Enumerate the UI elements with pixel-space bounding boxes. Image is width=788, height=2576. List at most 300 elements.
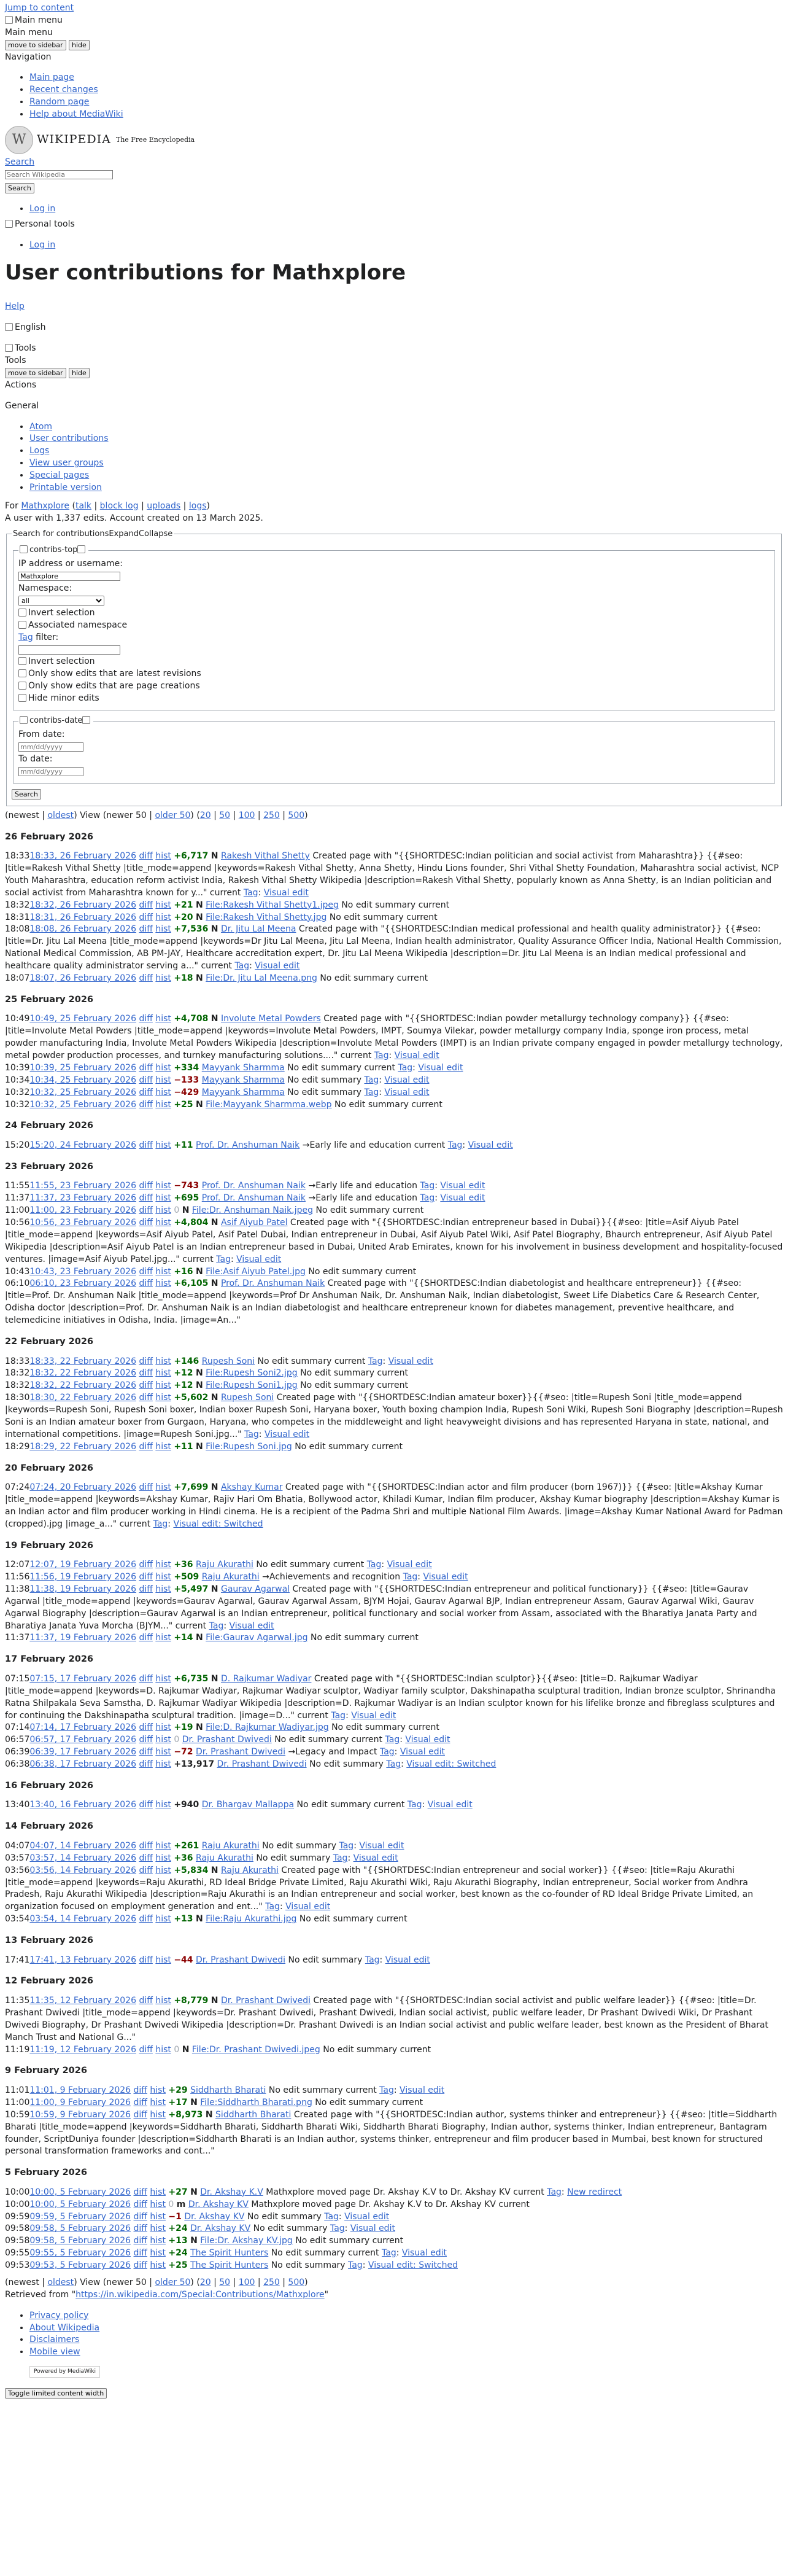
entry-timestamp-link[interactable]: 09:55, 5 February 2026: [29, 2248, 131, 2259]
entry-tag-link[interactable]: Visual edit: [427, 1800, 473, 1810]
entry-timestamp-link[interactable]: 18:30, 22 February 2026: [29, 1393, 136, 1403]
entry-timestamp-link[interactable]: 09:59, 5 February 2026: [29, 2211, 131, 2222]
entry-page-link[interactable]: File:Gaurav Agarwal.jpg: [206, 1633, 308, 1643]
entry-hist-link[interactable]: hist: [155, 1673, 171, 1684]
entry-tag-link[interactable]: Visual edit: [359, 1840, 404, 1851]
personal-tools-checkbox[interactable]: [5, 220, 13, 228]
tools-hide-button[interactable]: hide: [69, 368, 90, 378]
entry-tag-link[interactable]: Visual edit: [229, 1621, 274, 1631]
entry-hist-link[interactable]: hist: [150, 2199, 166, 2209]
entry-diff-link[interactable]: diff: [139, 1368, 153, 1379]
entry-tag-label-link[interactable]: Tag: [216, 1254, 231, 1264]
search-button[interactable]: Search: [5, 183, 34, 193]
entry-timestamp-link[interactable]: 13:40, 16 February 2026: [29, 1800, 136, 1810]
entry-tag-label-link[interactable]: Tag: [385, 1735, 400, 1745]
entry-diff-link[interactable]: diff: [139, 1673, 153, 1684]
entry-diff-link[interactable]: diff: [139, 912, 153, 922]
entry-page-link[interactable]: Prof. Dr. Anshuman Naik: [201, 1181, 306, 1191]
login-link[interactable]: Log in: [29, 203, 56, 214]
entry-tag-label-link[interactable]: Tag: [398, 1062, 413, 1073]
retrieved-url-link[interactable]: https://in.wikipedia.com/Special:Contributions/Mathxplore: [75, 2289, 325, 2300]
entry-page-link[interactable]: Siddharth Bharati: [215, 2109, 292, 2120]
entry-hist-link[interactable]: hist: [155, 1193, 171, 1204]
entry-timestamp-link[interactable]: 03:56, 14 February 2026: [29, 1865, 136, 1875]
entry-page-link[interactable]: Involute Metal Powders: [220, 1014, 321, 1024]
entry-page-link[interactable]: File:Asif Aiyub Patel.jpg: [206, 1266, 306, 1277]
entry-tag-label-link[interactable]: Tag: [234, 961, 250, 971]
entry-tag-link[interactable]: Visual edit: Switched: [173, 1519, 263, 1529]
entry-timestamp-link[interactable]: 10:32, 25 February 2026: [29, 1087, 136, 1097]
entry-page-link[interactable]: Raju Akurathi: [220, 1865, 279, 1875]
entry-diff-link[interactable]: diff: [133, 2236, 147, 2246]
entry-tag-link[interactable]: Visual edit: [405, 1735, 450, 1745]
entry-tag-link[interactable]: Visual edit: [440, 1193, 485, 1204]
entry-tag-link[interactable]: Visual edit: [423, 1572, 468, 1582]
pager-count-20-bottom[interactable]: 20: [199, 2277, 211, 2287]
entry-page-link[interactable]: File:Dr. Jitu Lal Meena.png: [206, 973, 317, 983]
entry-timestamp-link[interactable]: 07:15, 17 February 2026: [29, 1673, 136, 1684]
form-legend[interactable]: Search for contributionsExpandCollapse: [13, 529, 173, 539]
entry-diff-link[interactable]: diff: [139, 1266, 153, 1277]
entry-tag-link[interactable]: Visual edit: Switched: [406, 1759, 496, 1769]
entry-timestamp-link[interactable]: 18:32, 22 February 2026: [29, 1380, 136, 1391]
entry-hist-link[interactable]: hist: [155, 1584, 171, 1594]
entry-diff-link[interactable]: diff: [139, 1075, 153, 1085]
entry-tag-label-link[interactable]: Tag: [265, 1902, 280, 1912]
entry-page-link[interactable]: Dr. Prashant Dwivedi: [196, 1747, 286, 1757]
entry-hist-link[interactable]: hist: [155, 1393, 171, 1403]
entry-page-link[interactable]: Rupesh Soni: [220, 1393, 274, 1403]
entry-hist-link[interactable]: hist: [155, 1996, 171, 2006]
entry-timestamp-link[interactable]: 18:32, 26 February 2026: [29, 900, 136, 910]
entry-hist-link[interactable]: hist: [155, 851, 171, 862]
entry-timestamp-link[interactable]: 18:07, 26 February 2026: [29, 973, 136, 983]
entry-tag-link[interactable]: Visual edit: [418, 1062, 463, 1073]
entry-page-link[interactable]: Mayyank Sharmma: [201, 1075, 285, 1085]
entry-page-link[interactable]: File:Rakesh Vithal Shetty.jpg: [206, 912, 327, 922]
entry-timestamp-link[interactable]: 03:54, 14 February 2026: [29, 1914, 136, 1924]
entry-page-link[interactable]: Prof. Dr. Anshuman Naik: [196, 1140, 300, 1150]
entry-hist-link[interactable]: hist: [155, 1759, 171, 1769]
entry-page-link[interactable]: File:D. Rajkumar Wadiyar.jpg: [206, 1722, 329, 1733]
pager-count-50[interactable]: 50: [219, 810, 231, 820]
associated-namespace-checkbox[interactable]: [18, 621, 26, 629]
entry-hist-link[interactable]: hist: [155, 1181, 171, 1191]
entry-hist-link[interactable]: hist: [155, 1140, 171, 1150]
entry-page-link[interactable]: File:Mayyank Sharmma.webp: [206, 1099, 332, 1110]
entry-timestamp-link[interactable]: 11:37, 19 February 2026: [29, 1633, 136, 1643]
pager-older-link-bottom[interactable]: older 50: [155, 2277, 191, 2287]
entry-tag-link[interactable]: Visual edit: [400, 2085, 445, 2096]
help-link[interactable]: Help: [5, 302, 25, 312]
pager-count-250[interactable]: 250: [263, 810, 280, 820]
entry-hist-link[interactable]: hist: [150, 2224, 166, 2234]
entry-timestamp-link[interactable]: 18:33, 26 February 2026: [29, 851, 136, 862]
entry-tag-label-link[interactable]: Tag: [324, 2211, 339, 2222]
entry-page-link[interactable]: Rakesh Vithal Shetty: [220, 851, 310, 862]
nav-main-page[interactable]: Main page: [29, 72, 74, 83]
entry-tag-link[interactable]: Visual edit: [387, 1560, 432, 1570]
entry-diff-link[interactable]: diff: [133, 2224, 147, 2234]
toggle-content-width-button[interactable]: Toggle limited content width: [5, 2388, 107, 2399]
entry-timestamp-link[interactable]: 07:14, 17 February 2026: [29, 1722, 136, 1733]
entry-hist-link[interactable]: hist: [155, 900, 171, 910]
entry-diff-link[interactable]: diff: [139, 900, 153, 910]
entry-page-link[interactable]: Prof. Dr. Anshuman Naik: [201, 1193, 306, 1204]
entry-diff-link[interactable]: diff: [139, 1955, 153, 1965]
entry-timestamp-link[interactable]: 06:39, 17 February 2026: [29, 1747, 136, 1757]
entry-page-link[interactable]: Raju Akurathi: [201, 1840, 260, 1851]
footer-about-link[interactable]: About Wikipedia: [29, 2322, 100, 2333]
entry-tag-label-link[interactable]: Tag: [386, 1759, 401, 1769]
entry-diff-link[interactable]: diff: [133, 2085, 147, 2096]
entry-page-link[interactable]: File:Rakesh Vithal Shetty1.jpeg: [206, 900, 339, 910]
entry-tag-label-link[interactable]: Tag: [365, 1955, 380, 1965]
pager-count-50-bottom[interactable]: 50: [219, 2277, 231, 2287]
from-date-input[interactable]: [18, 742, 83, 752]
tool-atom[interactable]: Atom: [29, 421, 53, 432]
entry-page-link[interactable]: Dr. Bhargav Mallappa: [201, 1800, 295, 1810]
entry-page-link[interactable]: The Spirit Hunters: [190, 2260, 269, 2271]
entry-page-link[interactable]: Dr. Akshay K.V: [200, 2187, 263, 2197]
entry-hist-link[interactable]: hist: [155, 1380, 171, 1391]
entry-tag-link[interactable]: Visual edit: [350, 2224, 395, 2234]
entry-page-link[interactable]: Asif Aiyub Patel: [220, 1218, 288, 1228]
entry-diff-link[interactable]: diff: [139, 1735, 153, 1745]
entry-timestamp-link[interactable]: 03:57, 14 February 2026: [29, 1853, 136, 1863]
entry-timestamp-link[interactable]: 11:19, 12 February 2026: [29, 2044, 136, 2055]
entry-diff-link[interactable]: diff: [139, 1087, 153, 1097]
entry-diff-link[interactable]: diff: [139, 851, 153, 862]
pager-count-500-bottom[interactable]: 500: [288, 2277, 305, 2287]
entry-hist-link[interactable]: hist: [150, 2097, 166, 2107]
username-input[interactable]: [18, 572, 120, 581]
entry-hist-link[interactable]: hist: [155, 1482, 171, 1493]
entry-hist-link[interactable]: hist: [155, 1633, 171, 1643]
form-search-button[interactable]: Search: [12, 789, 41, 800]
tool-view-user-groups[interactable]: View user groups: [29, 458, 104, 469]
tools-move-to-sidebar-button[interactable]: move to sidebar: [5, 368, 66, 378]
entry-diff-link[interactable]: diff: [139, 1205, 153, 1216]
entry-tag-label-link[interactable]: Tag: [243, 887, 258, 898]
entry-timestamp-link[interactable]: 10:00, 5 February 2026: [29, 2199, 131, 2209]
entry-hist-link[interactable]: hist: [155, 1441, 171, 1452]
entry-hist-link[interactable]: hist: [150, 2085, 166, 2096]
entry-tag-link[interactable]: Visual edit: [264, 1429, 310, 1439]
entry-timestamp-link[interactable]: 11:35, 12 February 2026: [29, 1996, 136, 2006]
entry-page-link[interactable]: Mayyank Sharmma: [201, 1087, 285, 1097]
entry-tag-label-link[interactable]: Tag: [153, 1519, 168, 1529]
entry-page-link[interactable]: Raju Akurathi: [196, 1560, 253, 1570]
entry-page-link[interactable]: Rupesh Soni: [201, 1356, 255, 1366]
entry-tag-link[interactable]: Visual edit: [351, 1710, 396, 1721]
entry-timestamp-link[interactable]: 09:58, 5 February 2026: [29, 2236, 131, 2246]
entry-hist-link[interactable]: hist: [155, 1266, 171, 1277]
entry-diff-link[interactable]: diff: [133, 2109, 147, 2120]
entry-timestamp-link[interactable]: 10:34, 25 February 2026: [29, 1075, 136, 1085]
entry-hist-link[interactable]: hist: [155, 973, 171, 983]
nav-help[interactable]: Help about MediaWiki: [29, 109, 123, 119]
entry-tag-link[interactable]: Visual edit: [394, 1051, 439, 1061]
entry-tag-label-link[interactable]: Tag: [348, 2260, 363, 2271]
entry-page-link[interactable]: Prof. Dr. Anshuman Naik: [220, 1278, 325, 1289]
entry-hist-link[interactable]: hist: [155, 1075, 171, 1085]
entry-diff-link[interactable]: diff: [139, 1181, 153, 1191]
entry-timestamp-link[interactable]: 18:08, 26 February 2026: [29, 924, 136, 935]
entry-diff-link[interactable]: diff: [139, 1840, 153, 1851]
entry-hist-link[interactable]: hist: [155, 1218, 171, 1228]
entry-hist-link[interactable]: hist: [155, 1278, 171, 1289]
entry-timestamp-link[interactable]: 04:07, 14 February 2026: [29, 1840, 136, 1851]
entry-page-link[interactable]: File:Dr. Akshay KV.jpg: [200, 2236, 293, 2246]
entry-page-link[interactable]: Dr. Jitu Lal Meena: [220, 924, 296, 935]
entry-tag-label-link[interactable]: Tag: [209, 1621, 224, 1631]
powered-by-mediawiki-badge[interactable]: Powered by MediaWiki: [29, 2366, 100, 2378]
entry-hist-link[interactable]: hist: [155, 1735, 171, 1745]
entry-hist-link[interactable]: hist: [155, 1099, 171, 1110]
entry-hist-link[interactable]: hist: [155, 1014, 171, 1024]
tag-invert-checkbox[interactable]: [18, 657, 26, 665]
entry-diff-link[interactable]: diff: [139, 1218, 153, 1228]
entry-diff-link[interactable]: diff: [133, 2097, 147, 2107]
entry-diff-link[interactable]: diff: [139, 1853, 153, 1863]
entry-hist-link[interactable]: hist: [155, 1087, 171, 1097]
contribs-date-checkbox-end[interactable]: [82, 716, 90, 724]
entry-tag-link[interactable]: Visual edit: [440, 1181, 485, 1191]
entry-timestamp-link[interactable]: 11:00, 9 February 2026: [29, 2097, 131, 2107]
wikipedia-logo[interactable]: [5, 126, 783, 154]
entry-diff-link[interactable]: diff: [133, 2248, 147, 2259]
entry-diff-link[interactable]: diff: [139, 924, 153, 935]
pager-oldest-link-bottom[interactable]: oldest: [47, 2277, 74, 2287]
entry-timestamp-link[interactable]: 18:32, 22 February 2026: [29, 1368, 136, 1379]
login-link-personal[interactable]: Log in: [29, 240, 56, 251]
entry-tag-label-link[interactable]: Tag: [379, 1747, 395, 1757]
entry-tag-link[interactable]: Visual edit: [388, 1356, 433, 1366]
search-input[interactable]: [5, 170, 113, 179]
entry-diff-link[interactable]: diff: [139, 1278, 153, 1289]
entry-timestamp-link[interactable]: 10:43, 23 February 2026: [29, 1266, 136, 1277]
entry-tag-label-link[interactable]: Tag: [364, 1075, 379, 1085]
entry-timestamp-link[interactable]: 06:10, 23 February 2026: [29, 1278, 136, 1289]
entry-hist-link[interactable]: hist: [150, 2236, 166, 2246]
entry-hist-link[interactable]: hist: [155, 1572, 171, 1582]
tools-checkbox[interactable]: [5, 344, 13, 352]
pager-count-500[interactable]: 500: [288, 810, 305, 820]
tool-printable-version[interactable]: Printable version: [29, 482, 102, 492]
entry-page-link[interactable]: File:Rupesh Soni2.jpg: [206, 1368, 298, 1379]
entry-diff-link[interactable]: diff: [139, 1441, 153, 1452]
entry-hist-link[interactable]: hist: [155, 1865, 171, 1875]
entry-tag-label-link[interactable]: Tag: [368, 1356, 383, 1366]
pager-count-100-bottom[interactable]: 100: [238, 2277, 255, 2287]
entry-hist-link[interactable]: hist: [150, 2187, 166, 2197]
entry-page-link[interactable]: D. Rajkumar Wadiyar: [220, 1673, 312, 1684]
entry-timestamp-link[interactable]: 06:38, 17 February 2026: [29, 1759, 136, 1769]
entry-tag-link[interactable]: Visual edit: [285, 1902, 331, 1912]
entry-diff-link[interactable]: diff: [133, 2211, 147, 2222]
entry-tag-link[interactable]: Visual edit: [344, 2211, 390, 2222]
entry-page-link[interactable]: Dr. Akshay KV: [188, 2199, 249, 2209]
entry-hist-link[interactable]: hist: [150, 2211, 166, 2222]
footer-disclaimers-link[interactable]: Disclaimers: [29, 2335, 80, 2345]
entry-tag-link[interactable]: Visual edit: [384, 1075, 430, 1085]
entry-timestamp-link[interactable]: 09:53, 5 February 2026: [29, 2260, 131, 2271]
entry-tag-label-link[interactable]: Tag: [330, 2224, 345, 2234]
entry-timestamp-link[interactable]: 10:49, 25 February 2026: [29, 1014, 136, 1024]
user-logs-link[interactable]: logs: [188, 500, 207, 511]
entry-page-link[interactable]: Siddharth Bharati: [190, 2085, 266, 2096]
entry-timestamp-link[interactable]: 10:56, 23 February 2026: [29, 1218, 136, 1228]
entry-page-link[interactable]: The Spirit Hunters: [190, 2248, 269, 2259]
tag-filter-input[interactable]: [18, 645, 120, 655]
entry-timestamp-link[interactable]: 10:39, 25 February 2026: [29, 1062, 136, 1073]
entry-tag-link[interactable]: Visual edit: [401, 2248, 447, 2259]
entry-hist-link[interactable]: hist: [155, 1062, 171, 1073]
entry-tag-link[interactable]: Visual edit: [353, 1853, 398, 1863]
entry-hist-link[interactable]: hist: [150, 2260, 166, 2271]
entry-diff-link[interactable]: diff: [139, 1062, 153, 1073]
entry-page-link[interactable]: Dr. Prashant Dwivedi: [182, 1735, 272, 1745]
entry-diff-link[interactable]: diff: [139, 1572, 153, 1582]
entry-hist-link[interactable]: hist: [155, 1914, 171, 1924]
entry-tag-label-link[interactable]: Tag: [366, 1560, 382, 1570]
entry-diff-link[interactable]: diff: [139, 1482, 153, 1493]
hide-button[interactable]: hide: [69, 40, 90, 50]
entry-diff-link[interactable]: diff: [139, 1193, 153, 1204]
entry-diff-link[interactable]: diff: [139, 1560, 153, 1570]
entry-tag-label-link[interactable]: Tag: [374, 1051, 389, 1061]
entry-hist-link[interactable]: hist: [155, 912, 171, 922]
entry-hist-link[interactable]: hist: [150, 2248, 166, 2259]
pager-oldest-link[interactable]: oldest: [47, 810, 74, 820]
entry-page-link[interactable]: Gaurav Agarwal: [220, 1584, 290, 1594]
contribs-top-checkbox-end[interactable]: [77, 545, 85, 553]
entry-tag-label-link[interactable]: Tag: [339, 1840, 354, 1851]
entry-tag-label-link[interactable]: Tag: [420, 1181, 435, 1191]
search-link[interactable]: Search: [5, 157, 35, 167]
entry-hist-link[interactable]: hist: [155, 1356, 171, 1366]
entry-tag-label-link[interactable]: Tag: [379, 2085, 394, 2096]
namespace-select[interactable]: [18, 596, 104, 606]
entry-timestamp-link[interactable]: 10:59, 9 February 2026: [29, 2109, 131, 2120]
entry-diff-link[interactable]: diff: [139, 1914, 153, 1924]
entry-timestamp-link[interactable]: 18:29, 22 February 2026: [29, 1441, 136, 1452]
tool-logs[interactable]: Logs: [29, 446, 50, 456]
entry-page-link[interactable]: File:Dr. Anshuman Naik.jpeg: [191, 1205, 313, 1216]
jump-to-content-link[interactable]: Jump to content: [5, 3, 74, 13]
entry-tag-link[interactable]: Visual edit: Switched: [368, 2260, 458, 2271]
entry-diff-link[interactable]: diff: [139, 1584, 153, 1594]
user-link[interactable]: Mathxplore: [21, 500, 70, 511]
entry-timestamp-link[interactable]: 10:00, 5 February 2026: [29, 2187, 131, 2197]
pager-older-link[interactable]: older 50: [155, 810, 191, 820]
to-date-input[interactable]: [18, 767, 83, 776]
entry-hist-link[interactable]: hist: [155, 1722, 171, 1733]
entry-hist-link[interactable]: hist: [155, 1800, 171, 1810]
entry-page-link[interactable]: Mayyank Sharmma: [201, 1062, 285, 1073]
block-log-link[interactable]: block log: [99, 500, 139, 511]
entry-diff-link[interactable]: diff: [139, 2044, 153, 2055]
page-creations-checkbox[interactable]: [18, 682, 26, 690]
entry-timestamp-link[interactable]: 11:56, 19 February 2026: [29, 1572, 136, 1582]
entry-hist-link[interactable]: hist: [155, 924, 171, 935]
entry-page-link[interactable]: Akshay Kumar: [220, 1482, 283, 1493]
entry-hist-link[interactable]: hist: [155, 1747, 171, 1757]
pager-count-100[interactable]: 100: [238, 810, 255, 820]
entry-tag-link[interactable]: Visual edit: [385, 1955, 430, 1965]
contribs-date-checkbox[interactable]: [20, 716, 28, 724]
latest-revisions-checkbox[interactable]: [18, 669, 26, 677]
entry-timestamp-link[interactable]: 18:33, 22 February 2026: [29, 1356, 136, 1366]
footer-mobile-view-link[interactable]: Mobile view: [29, 2347, 80, 2357]
entry-diff-link[interactable]: diff: [139, 1759, 153, 1769]
entry-timestamp-link[interactable]: 10:32, 25 February 2026: [29, 1099, 136, 1110]
entry-page-link[interactable]: Dr. Prashant Dwivedi: [217, 1759, 307, 1769]
hide-minor-checkbox[interactable]: [18, 694, 26, 702]
entry-tag-label-link[interactable]: Tag: [333, 1853, 348, 1863]
main-menu-checkbox[interactable]: [5, 16, 13, 24]
entry-diff-link[interactable]: diff: [139, 1722, 153, 1733]
entry-diff-link[interactable]: diff: [139, 1099, 153, 1110]
entry-tag-label-link[interactable]: Tag: [331, 1710, 346, 1721]
nav-random-page[interactable]: Random page: [29, 97, 90, 107]
pager-count-250-bottom[interactable]: 250: [263, 2277, 280, 2287]
entry-timestamp-link[interactable]: 12:07, 19 February 2026: [29, 1560, 136, 1570]
entry-diff-link[interactable]: diff: [133, 2260, 147, 2271]
entry-tag-label-link[interactable]: Tag: [407, 1800, 422, 1810]
entry-page-link[interactable]: Raju Akurathi: [196, 1853, 253, 1863]
entry-page-link[interactable]: File:Siddharth Bharati.png: [200, 2097, 312, 2107]
invert-selection-checkbox[interactable]: [18, 609, 26, 617]
uploads-link[interactable]: uploads: [147, 500, 181, 511]
entry-page-link[interactable]: Dr. Akshay KV: [190, 2224, 251, 2234]
entry-timestamp-link[interactable]: 11:01, 9 February 2026: [29, 2085, 131, 2096]
entry-timestamp-link[interactable]: 11:55, 23 February 2026: [29, 1181, 136, 1191]
entry-page-link[interactable]: Raju Akurathi: [201, 1572, 260, 1582]
entry-timestamp-link[interactable]: 11:37, 23 February 2026: [29, 1193, 136, 1204]
entry-timestamp-link[interactable]: 17:41, 13 February 2026: [29, 1955, 136, 1965]
entry-tag-link[interactable]: Visual edit: [468, 1140, 513, 1150]
entry-tag-label-link[interactable]: Tag: [382, 2248, 396, 2259]
entry-hist-link[interactable]: hist: [155, 1853, 171, 1863]
entry-tag-label-link[interactable]: Tag: [403, 1572, 418, 1582]
entry-timestamp-link[interactable]: 06:57, 17 February 2026: [29, 1735, 136, 1745]
entry-timestamp-link[interactable]: 09:58, 5 February 2026: [29, 2224, 131, 2234]
entry-hist-link[interactable]: hist: [150, 2109, 166, 2120]
entry-page-link[interactable]: Dr. Akshay KV: [184, 2211, 245, 2222]
pager-count-20[interactable]: 20: [199, 810, 211, 820]
entry-tag-link[interactable]: Visual edit: [384, 1087, 430, 1097]
entry-tag-label-link[interactable]: Tag: [547, 2187, 562, 2197]
entry-tag-label-link[interactable]: Tag: [244, 1429, 259, 1439]
contribs-top-checkbox[interactable]: [20, 545, 28, 553]
entry-hist-link[interactable]: hist: [155, 1560, 171, 1570]
entry-hist-link[interactable]: hist: [155, 1955, 171, 1965]
entry-tag-link[interactable]: Visual edit: [255, 961, 300, 971]
entry-tag-link[interactable]: Visual edit: [236, 1254, 282, 1264]
nav-recent-changes[interactable]: Recent changes: [29, 85, 98, 95]
user-talk-link[interactable]: talk: [75, 500, 92, 511]
entry-diff-link[interactable]: diff: [133, 2199, 147, 2209]
entry-tag-label-link[interactable]: Tag: [364, 1087, 379, 1097]
entry-diff-link[interactable]: diff: [139, 1996, 153, 2006]
language-checkbox[interactable]: [5, 323, 13, 331]
entry-diff-link[interactable]: diff: [139, 1747, 153, 1757]
entry-timestamp-link[interactable]: 18:31, 26 February 2026: [29, 912, 136, 922]
entry-page-link[interactable]: File:Rupesh Soni.jpg: [206, 1441, 292, 1452]
entry-tag-label-link[interactable]: Tag: [420, 1193, 435, 1204]
